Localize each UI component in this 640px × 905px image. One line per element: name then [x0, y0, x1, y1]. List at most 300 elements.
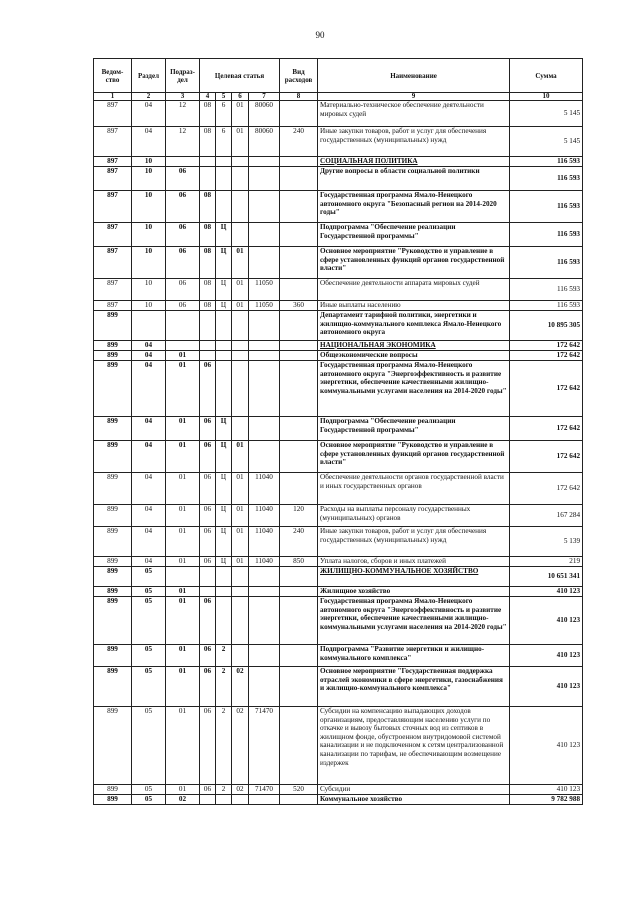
- cs3-cell: [232, 157, 249, 167]
- cs1-cell: 08: [200, 191, 216, 223]
- podrazdel-cell: 06: [166, 167, 200, 191]
- sum-cell: 219: [510, 557, 583, 567]
- razdel-cell: 04: [132, 361, 166, 417]
- cs3-cell: 01: [232, 301, 249, 311]
- table-row: [94, 167, 583, 191]
- razdel-cell: 04: [132, 341, 166, 351]
- podrazdel-cell: 01: [166, 557, 200, 567]
- vedomstvo-cell: 899: [94, 311, 132, 341]
- sum-cell: 116 593: [510, 157, 583, 167]
- vedomstvo-cell: 899: [94, 361, 132, 417]
- cs3-cell: 01: [232, 247, 249, 279]
- cs2-cell: [216, 341, 232, 351]
- razdel-cell: [132, 311, 166, 341]
- vid-rashodov-cell: [280, 417, 318, 441]
- cs4-cell: 11050: [249, 301, 280, 311]
- razdel-cell: 04: [132, 127, 166, 157]
- cs2-cell: Ц: [216, 301, 232, 311]
- razdel-cell: 10: [132, 157, 166, 167]
- cs3-cell: 02: [232, 667, 249, 707]
- name-cell: Обеспечение деятельности аппарата мировых судей: [318, 279, 510, 301]
- razdel-cell: 05: [132, 795, 166, 805]
- cs4-cell: [249, 223, 280, 247]
- cs1-cell: [200, 795, 216, 805]
- cs3-cell: 01: [232, 279, 249, 301]
- name-cell: Другие вопросы в области социальной политики: [318, 167, 510, 191]
- name-cell: Субсидии на компенсацию выпадающих доходов организациям, предоставляющим населению услуги по откачке и вывозу бытовых сточных вод из септиков в жилищном фонде, обустроенном внутридомовой системой канализации и не подключенном к сетям централизованной канализации по тарифам, не обеспечивающим возмещение издержек: [318, 707, 510, 785]
- table-row: [94, 351, 583, 361]
- vid-rashodov-cell: [280, 167, 318, 191]
- cs1-cell: 08: [200, 301, 216, 311]
- cs3-cell: 01: [232, 473, 249, 505]
- razdel-cell: 04: [132, 417, 166, 441]
- vedomstvo-cell: 899: [94, 351, 132, 361]
- podrazdel-cell: 01: [166, 667, 200, 707]
- table-row: [94, 127, 583, 157]
- vedomstvo-cell: 897: [94, 191, 132, 223]
- sum-cell: 410 123: [510, 597, 583, 645]
- cs1-cell: 08: [200, 127, 216, 157]
- cs2-cell: Ц: [216, 247, 232, 279]
- cs1-cell: 06: [200, 597, 216, 645]
- vedomstvo-cell: 899: [94, 557, 132, 567]
- cs3-cell: 01: [232, 127, 249, 157]
- cs2-cell: [216, 567, 232, 587]
- vid-rashodov-cell: [280, 667, 318, 707]
- cs4-cell: 80060: [249, 127, 280, 157]
- podrazdel-cell: 01: [166, 645, 200, 667]
- vid-rashodov-cell: [280, 101, 318, 127]
- name-cell: СОЦИАЛЬНАЯ ПОЛИТИКА: [318, 157, 510, 167]
- vid-rashodov-cell: [280, 157, 318, 167]
- cs2-cell: Ц: [216, 441, 232, 473]
- cs3-cell: [232, 417, 249, 441]
- podrazdel-cell: 01: [166, 527, 200, 557]
- razdel-cell: 05: [132, 597, 166, 645]
- column-number: 10: [510, 93, 583, 101]
- podrazdel-cell: 01: [166, 707, 200, 785]
- cs1-cell: 06: [200, 361, 216, 417]
- vid-rashodov-cell: [280, 567, 318, 587]
- sum-cell: 410 123: [510, 587, 583, 597]
- header-summa: Сумма: [510, 59, 583, 93]
- cs4-cell: 11050: [249, 279, 280, 301]
- vedomstvo-cell: 899: [94, 473, 132, 505]
- table-row: [94, 279, 583, 301]
- podrazdel-cell: 06: [166, 247, 200, 279]
- cs1-cell: 06: [200, 667, 216, 707]
- cs4-cell: [249, 667, 280, 707]
- cs3-cell: [232, 795, 249, 805]
- vid-rashodov-cell: 120: [280, 505, 318, 527]
- sum-cell: 410 123: [510, 785, 583, 795]
- table-row: [94, 341, 583, 351]
- cs1-cell: [200, 351, 216, 361]
- vid-rashodov-cell: [280, 279, 318, 301]
- cs1-cell: 06: [200, 707, 216, 785]
- name-cell: Подпрограмма "Обеспечение реализации Государственной программы": [318, 417, 510, 441]
- sum-cell: 172 642: [510, 473, 583, 505]
- vedomstvo-cell: 899: [94, 505, 132, 527]
- cs3-cell: 01: [232, 527, 249, 557]
- cs1-cell: 08: [200, 223, 216, 247]
- vedomstvo-cell: 899: [94, 567, 132, 587]
- sum-cell: 116 593: [510, 279, 583, 301]
- table-row: [94, 101, 583, 127]
- cs1-cell: [200, 341, 216, 351]
- cs2-cell: [216, 351, 232, 361]
- vedomstvo-cell: 899: [94, 441, 132, 473]
- cs1-cell: [200, 167, 216, 191]
- sum-cell: 10 651 341: [510, 567, 583, 587]
- vid-rashodov-cell: 240: [280, 527, 318, 557]
- name-cell: Материально-техническое обеспечение деятельности мировых судей: [318, 101, 510, 127]
- name-cell: ЖИЛИЩНО-КОММУНАЛЬНОЕ ХОЗЯЙСТВО: [318, 567, 510, 587]
- razdel-cell: 04: [132, 351, 166, 361]
- cs2-cell: [216, 597, 232, 645]
- column-number: 6: [232, 93, 249, 101]
- vedomstvo-cell: 899: [94, 597, 132, 645]
- name-cell: Основное мероприятие "Руководство и управление в сфере установленных функций органов государственной власти": [318, 441, 510, 473]
- cs4-cell: [249, 157, 280, 167]
- cs1-cell: 06: [200, 441, 216, 473]
- sum-cell: 172 642: [510, 361, 583, 417]
- vid-rashodov-cell: [280, 795, 318, 805]
- sum-cell: 410 123: [510, 645, 583, 667]
- cs4-cell: [249, 167, 280, 191]
- cs4-cell: [249, 311, 280, 341]
- cs2-cell: Ц: [216, 473, 232, 505]
- razdel-cell: 04: [132, 441, 166, 473]
- cs2-cell: Ц: [216, 527, 232, 557]
- cs2-cell: [216, 795, 232, 805]
- cs4-cell: [249, 587, 280, 597]
- sum-cell: 5 145: [510, 127, 583, 157]
- cs1-cell: 06: [200, 557, 216, 567]
- podrazdel-cell: 01: [166, 351, 200, 361]
- razdel-cell: 05: [132, 785, 166, 795]
- cs4-cell: 11040: [249, 557, 280, 567]
- podrazdel-cell: 06: [166, 223, 200, 247]
- cs2-cell: 2: [216, 785, 232, 795]
- cs2-cell: Ц: [216, 279, 232, 301]
- sum-cell: 172 642: [510, 351, 583, 361]
- cs4-cell: [249, 597, 280, 645]
- razdel-cell: 04: [132, 473, 166, 505]
- table-row: [94, 645, 583, 667]
- header-naimenovanie: Наименование: [318, 59, 510, 93]
- vedomstvo-cell: 897: [94, 301, 132, 311]
- vedomstvo-cell: 899: [94, 667, 132, 707]
- name-cell: Подпрограмма "Обеспечение реализации Государственной программы": [318, 223, 510, 247]
- cs2-cell: [216, 311, 232, 341]
- razdel-cell: 04: [132, 557, 166, 567]
- podrazdel-cell: 01: [166, 361, 200, 417]
- name-cell: Основное мероприятие "Государственная поддержка отраслей экономики в сфере энергетики, газоснабжения и жилищно-коммунального комплекса": [318, 667, 510, 707]
- razdel-cell: 10: [132, 223, 166, 247]
- name-cell: Коммунальное хозяйство: [318, 795, 510, 805]
- cs4-cell: 11040: [249, 473, 280, 505]
- table-row: [94, 597, 583, 645]
- cs3-cell: [232, 223, 249, 247]
- vedomstvo-cell: 899: [94, 785, 132, 795]
- vedomstvo-cell: 899: [94, 587, 132, 597]
- cs3-cell: 01: [232, 505, 249, 527]
- vid-rashodov-cell: [280, 645, 318, 667]
- name-cell: Государственная программа Ямало-Ненецкого автономного округа "Безопасный регион на 2014-2020 годы": [318, 191, 510, 223]
- vedomstvo-cell: 897: [94, 157, 132, 167]
- cs4-cell: 80060: [249, 101, 280, 127]
- table-row: [94, 707, 583, 785]
- name-cell: Иные закупки товаров, работ и услуг для обеспечения государственных (муниципальных) нужд: [318, 527, 510, 557]
- podrazdel-cell: 01: [166, 587, 200, 597]
- table-row: [94, 417, 583, 441]
- vid-rashodov-cell: [280, 361, 318, 417]
- cs1-cell: 06: [200, 473, 216, 505]
- vedomstvo-cell: 899: [94, 341, 132, 351]
- cs1-cell: 06: [200, 785, 216, 795]
- vedomstvo-cell: 899: [94, 527, 132, 557]
- vedomstvo-cell: 897: [94, 247, 132, 279]
- podrazdel-cell: 01: [166, 441, 200, 473]
- column-numbers-row: [94, 93, 583, 101]
- podrazdel-cell: 01: [166, 505, 200, 527]
- table-row: [94, 473, 583, 505]
- cs1-cell: 08: [200, 101, 216, 127]
- sum-cell: 116 593: [510, 247, 583, 279]
- cs2-cell: 6: [216, 101, 232, 127]
- column-number: 5: [216, 93, 232, 101]
- cs1-cell: 06: [200, 645, 216, 667]
- cs4-cell: 71470: [249, 707, 280, 785]
- header-celevaya-statya: Целевая статья: [200, 59, 280, 93]
- vid-rashodov-cell: [280, 473, 318, 505]
- vid-rashodov-cell: [280, 351, 318, 361]
- cs3-cell: [232, 311, 249, 341]
- vid-rashodov-cell: [280, 597, 318, 645]
- vid-rashodov-cell: 520: [280, 785, 318, 795]
- cs2-cell: [216, 157, 232, 167]
- vid-rashodov-cell: [280, 247, 318, 279]
- name-cell: Жилищное хозяйство: [318, 587, 510, 597]
- razdel-cell: 10: [132, 279, 166, 301]
- vid-rashodov-cell: 360: [280, 301, 318, 311]
- cs4-cell: [249, 361, 280, 417]
- table-row: [94, 247, 583, 279]
- sum-cell: 9 782 988: [510, 795, 583, 805]
- header-razdel: Раздел: [132, 59, 166, 93]
- cs2-cell: Ц: [216, 417, 232, 441]
- page-number: 90: [315, 30, 325, 40]
- table-row: [94, 361, 583, 417]
- vid-rashodov-cell: 240: [280, 127, 318, 157]
- cs3-cell: 01: [232, 101, 249, 127]
- cs2-cell: Ц: [216, 505, 232, 527]
- podrazdel-cell: 06: [166, 191, 200, 223]
- cs3-cell: [232, 587, 249, 597]
- column-number: 7: [249, 93, 280, 101]
- razdel-cell: 05: [132, 567, 166, 587]
- cs3-cell: [232, 191, 249, 223]
- name-cell: Основное мероприятие "Руководство и управление в сфере установленных функций органов государственной власти": [318, 247, 510, 279]
- vid-rashodov-cell: [280, 441, 318, 473]
- sum-cell: 172 642: [510, 441, 583, 473]
- name-cell: Субсидии: [318, 785, 510, 795]
- cs4-cell: [249, 341, 280, 351]
- razdel-cell: 05: [132, 707, 166, 785]
- name-cell: Департамент тарифной политики, энергетики и жилищно-коммунального комплекса Ямало-Ненецкого автономного округа: [318, 311, 510, 341]
- cs2-cell: Ц: [216, 557, 232, 567]
- cs3-cell: [232, 341, 249, 351]
- podrazdel-cell: [166, 341, 200, 351]
- sum-cell: 410 123: [510, 667, 583, 707]
- column-number: 1: [94, 93, 132, 101]
- vedomstvo-cell: 899: [94, 707, 132, 785]
- name-cell: Государственная программа Ямало-Ненецкого автономного округа "Энергоэффективность и развитие энергетики, обеспечение качественными жилищно-коммунальными услугами населения на 2014-2020 годы": [318, 361, 510, 417]
- cs2-cell: 6: [216, 127, 232, 157]
- sum-cell: 10 895 305: [510, 311, 583, 341]
- cs4-cell: 11040: [249, 527, 280, 557]
- sum-cell: 116 593: [510, 223, 583, 247]
- table-row: [94, 785, 583, 795]
- cs4-cell: [249, 441, 280, 473]
- cs4-cell: [249, 795, 280, 805]
- table-row: [94, 157, 583, 167]
- table-row: [94, 557, 583, 567]
- vid-rashodov-cell: [280, 191, 318, 223]
- table-row: [94, 527, 583, 557]
- cs3-cell: [232, 167, 249, 191]
- cs4-cell: 11040: [249, 505, 280, 527]
- cs2-cell: [216, 167, 232, 191]
- table-row: [94, 223, 583, 247]
- cs1-cell: 06: [200, 505, 216, 527]
- column-number: 8: [280, 93, 318, 101]
- name-cell: Иные выплаты населению: [318, 301, 510, 311]
- podrazdel-cell: [166, 311, 200, 341]
- podrazdel-cell: 12: [166, 101, 200, 127]
- razdel-cell: 10: [132, 301, 166, 311]
- name-cell: Государственная программа Ямало-Ненецкого автономного округа "Энергоэффективность и развитие энергетики, обеспечение качественными жилищно-коммунальными услугами населения на 2014-2020 годы": [318, 597, 510, 645]
- cs4-cell: 71470: [249, 785, 280, 795]
- name-cell: Иные закупки товаров, работ и услуг для обеспечения государственных (муниципальных) нужд: [318, 127, 510, 157]
- vedomstvo-cell: 897: [94, 101, 132, 127]
- podrazdel-cell: [166, 567, 200, 587]
- name-cell: Общеэкономические вопросы: [318, 351, 510, 361]
- vid-rashodov-cell: [280, 587, 318, 597]
- podrazdel-cell: 06: [166, 301, 200, 311]
- vedomstvo-cell: 899: [94, 795, 132, 805]
- header-podrazdel: Подраз-дел: [166, 59, 200, 93]
- cs4-cell: [249, 645, 280, 667]
- cs2-cell: 2: [216, 707, 232, 785]
- cs3-cell: [232, 597, 249, 645]
- cs3-cell: [232, 567, 249, 587]
- podrazdel-cell: 01: [166, 417, 200, 441]
- vid-rashodov-cell: [280, 223, 318, 247]
- cs3-cell: [232, 361, 249, 417]
- table-row: [94, 795, 583, 805]
- cs1-cell: 06: [200, 527, 216, 557]
- sum-cell: 172 642: [510, 417, 583, 441]
- cs1-cell: [200, 157, 216, 167]
- podrazdel-cell: 01: [166, 473, 200, 505]
- podrazdel-cell: 01: [166, 785, 200, 795]
- podrazdel-cell: 01: [166, 597, 200, 645]
- cs4-cell: [249, 191, 280, 223]
- cs4-cell: [249, 351, 280, 361]
- cs2-cell: [216, 191, 232, 223]
- table-row: [94, 587, 583, 597]
- vedomstvo-cell: 899: [94, 645, 132, 667]
- name-cell: Уплата налогов, сборов и иных платежей: [318, 557, 510, 567]
- cs2-cell: Ц: [216, 223, 232, 247]
- column-number: 4: [200, 93, 216, 101]
- vedomstvo-cell: 897: [94, 223, 132, 247]
- cs3-cell: 01: [232, 557, 249, 567]
- sum-cell: 5 139: [510, 527, 583, 557]
- vid-rashodov-cell: [280, 707, 318, 785]
- table-row: [94, 567, 583, 587]
- header-vedomstvo: Ведом-ство: [94, 59, 132, 93]
- cs2-cell: [216, 587, 232, 597]
- table-row: [94, 505, 583, 527]
- cs2-cell: 2: [216, 645, 232, 667]
- razdel-cell: 10: [132, 247, 166, 279]
- razdel-cell: 05: [132, 667, 166, 707]
- vedomstvo-cell: 897: [94, 167, 132, 191]
- cs1-cell: 08: [200, 279, 216, 301]
- podrazdel-cell: 06: [166, 279, 200, 301]
- podrazdel-cell: 12: [166, 127, 200, 157]
- cs1-cell: [200, 567, 216, 587]
- cs3-cell: [232, 645, 249, 667]
- razdel-cell: 04: [132, 527, 166, 557]
- razdel-cell: 05: [132, 587, 166, 597]
- cs1-cell: [200, 587, 216, 597]
- razdel-cell: 04: [132, 505, 166, 527]
- cs1-cell: 08: [200, 247, 216, 279]
- cs2-cell: 2: [216, 667, 232, 707]
- name-cell: Подпрограмма "Развитие энергетики и жилищно-коммунального комплекса": [318, 645, 510, 667]
- sum-cell: 116 593: [510, 191, 583, 223]
- sum-cell: 5 145: [510, 101, 583, 127]
- budget-table: [93, 58, 583, 805]
- column-number: 3: [166, 93, 200, 101]
- cs3-cell: [232, 351, 249, 361]
- cs2-cell: [216, 361, 232, 417]
- cs3-cell: 02: [232, 785, 249, 795]
- table-row: [94, 311, 583, 341]
- vid-rashodov-cell: [280, 311, 318, 341]
- name-cell: Расходы на выплаты персоналу государственных (муниципальных) органов: [318, 505, 510, 527]
- table-row: [94, 441, 583, 473]
- vid-rashodov-cell: [280, 341, 318, 351]
- sum-cell: 410 123: [510, 707, 583, 785]
- vedomstvo-cell: 897: [94, 127, 132, 157]
- column-number: 2: [132, 93, 166, 101]
- razdel-cell: 05: [132, 645, 166, 667]
- sum-cell: 172 642: [510, 341, 583, 351]
- cs1-cell: [200, 311, 216, 341]
- vid-rashodov-cell: 850: [280, 557, 318, 567]
- vedomstvo-cell: 897: [94, 279, 132, 301]
- table-row: [94, 667, 583, 707]
- column-number: 9: [318, 93, 510, 101]
- podrazdel-cell: 02: [166, 795, 200, 805]
- header-vid-rashodov: Вид расходов: [280, 59, 318, 93]
- name-cell: Обеспечение деятельности органов государственной власти и иных государственных органов: [318, 473, 510, 505]
